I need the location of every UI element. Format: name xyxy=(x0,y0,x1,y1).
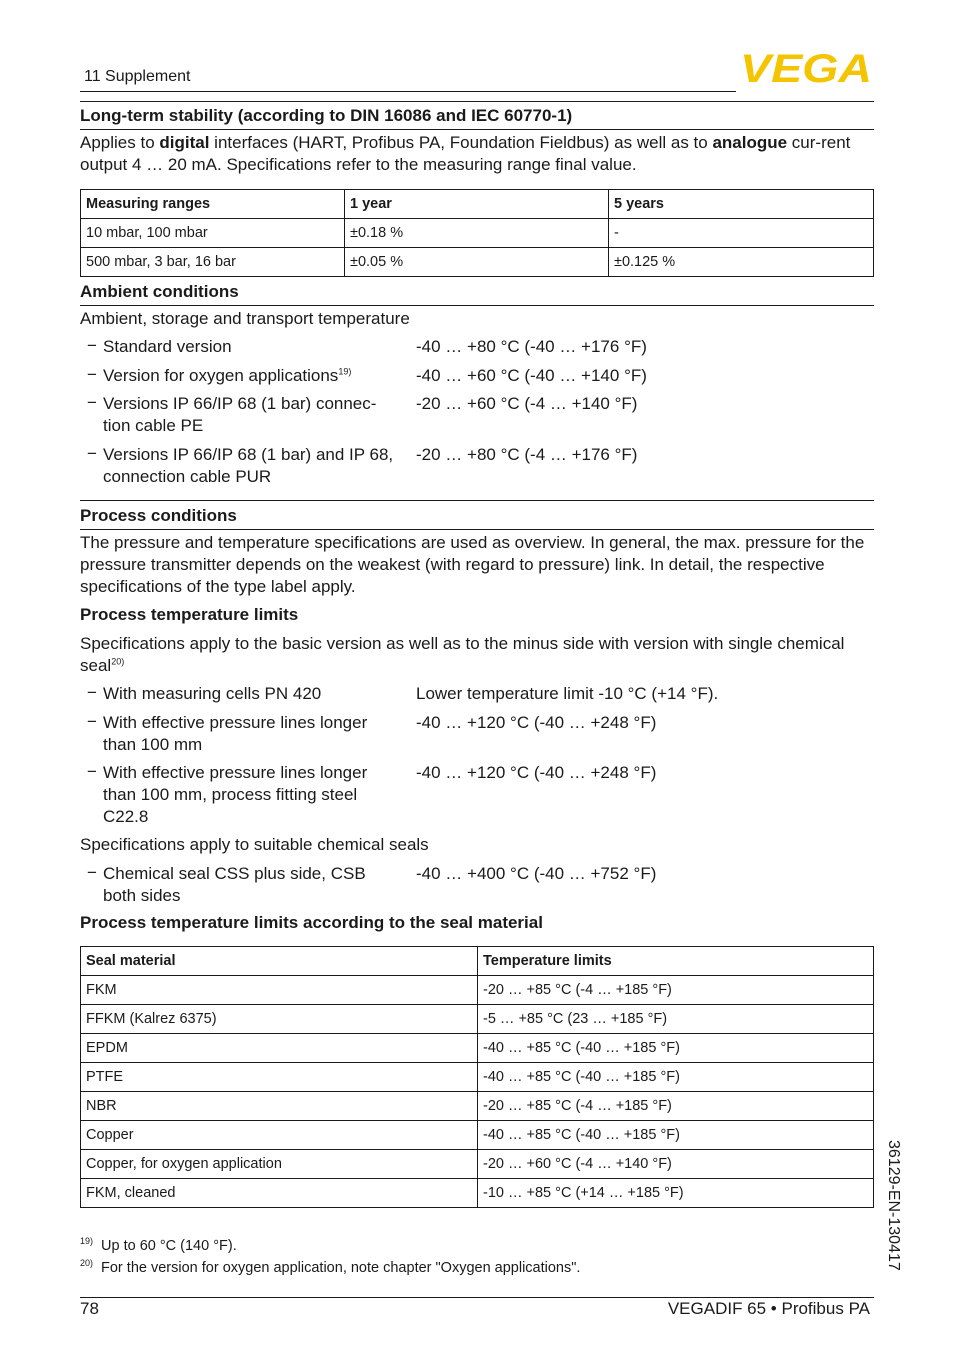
table-row xyxy=(81,1034,874,1063)
process-item-value: Lower temperature limit -10 °C (+14 °F). xyxy=(416,684,719,703)
ambient-item-label: Standard version xyxy=(103,337,232,356)
table-row xyxy=(81,1005,874,1034)
header-divider xyxy=(80,91,736,92)
table-cell: -20 … +85 °C (-4 … +185 °F) xyxy=(478,1092,874,1121)
seal-item-label: Chemical seal CSS plus side, CSB both sides xyxy=(103,864,366,905)
list-dash: − xyxy=(87,712,97,731)
list-dash: − xyxy=(87,762,97,781)
table-cell: -20 … +60 °C (-4 … +140 °F) xyxy=(478,1150,874,1179)
footnote: $^{20)}$ For the version for oxygen application, note chapter "Oxygen applications". xyxy=(80,1258,581,1276)
col-header: 5 years xyxy=(609,190,874,219)
process-item-label: With effective pressure lines longer than 100 mm, process fitting steel C22.8 xyxy=(103,763,368,826)
table-row xyxy=(81,1150,874,1179)
ambient-item-value: -40 … +60 °C (-40 … +140 °F) xyxy=(416,366,647,385)
logo-text: VEGA xyxy=(740,52,872,84)
table-cell: FKM, cleaned xyxy=(81,1179,478,1208)
divider xyxy=(80,129,874,130)
footnote-ref: 19) xyxy=(338,366,352,377)
list-dash: − xyxy=(87,365,97,384)
list-dash: − xyxy=(87,683,97,702)
list-dash: − xyxy=(87,863,97,882)
table-cell: -5 … +85 °C (23 … +185 °F) xyxy=(478,1005,874,1034)
table-cell: FFKM (Kalrez 6375) xyxy=(81,1005,478,1034)
list-dash: − xyxy=(87,336,97,355)
table-cell: - xyxy=(609,219,874,248)
table-row xyxy=(81,1121,874,1150)
table-cell: 500 mbar, 3 bar, 16 bar xyxy=(81,248,345,277)
table-cell: ±0.125 % xyxy=(609,248,874,277)
stability-title: Long-term stability (according to DIN 16086 and IEC 60770-1) xyxy=(80,106,573,125)
list-dash: − xyxy=(87,393,97,412)
table-cell: 10 mbar, 100 mbar xyxy=(81,219,345,248)
ambient-title: Ambient conditions xyxy=(80,282,239,301)
ambient-item-label: Versions IP 66/IP 68 (1 bar) connec- tion cable PE xyxy=(103,394,377,435)
list-dash: − xyxy=(87,444,97,463)
table-row xyxy=(81,1179,874,1208)
process-title: Process conditions xyxy=(80,506,237,525)
footnote: $^{19)}$ Up to 60 °C (140 °F). xyxy=(80,1236,237,1254)
process-temp-intro: Specifications apply to the basic version as well as to the minus side with version with single chemical seal$^{20)}$ xyxy=(80,634,845,675)
col-header: Temperature limits xyxy=(478,947,874,976)
table-cell: -40 … +85 °C (-40 … +185 °F) xyxy=(478,1121,874,1150)
section-title: 11 Supplement xyxy=(84,68,191,85)
ambient-item-label: Version for oxygen applications$^{19)}$ xyxy=(103,366,352,385)
table-cell: ±0.05 % xyxy=(345,248,609,277)
col-header: Seal material xyxy=(81,947,478,976)
divider xyxy=(80,305,874,306)
ambient-item-value: -20 … +60 °C (-4 … +140 °F) xyxy=(416,394,638,413)
process-intro: The pressure and temperature specifications are used as overview. In general, the max. pressure for the pressure transmitter depends on the weakest (with regard to pressure) link. In detail, the respective specifications of the type label apply. xyxy=(80,533,865,596)
table-row xyxy=(81,248,874,277)
table-cell: -20 … +85 °C (-4 … +185 °F) xyxy=(478,976,874,1005)
table-cell: FKM xyxy=(81,976,478,1005)
process-item-label: With measuring cells PN 420 xyxy=(103,684,322,703)
table-header-row xyxy=(81,947,874,976)
seal-item-value: -40 … +400 °C (-40 … +752 °F) xyxy=(416,864,657,883)
seals-intro: Specifications apply to suitable chemical seals xyxy=(80,835,429,854)
process-item-value: -40 … +120 °C (-40 … +248 °F) xyxy=(416,713,657,732)
table-cell: EPDM xyxy=(81,1034,478,1063)
table-cell: -40 … +85 °C (-40 … +185 °F) xyxy=(478,1063,874,1092)
document-id: 36129-EN-130417 xyxy=(885,1140,902,1271)
document-title: VEGADIF 65 • Profibus PA xyxy=(667,1299,870,1318)
ambient-subtitle: Ambient, storage and transport temperature xyxy=(80,309,410,328)
ambient-item-value: -20 … +80 °C (-4 … +176 °F) xyxy=(416,445,638,464)
table-cell: -10 … +85 °C (+14 … +185 °F) xyxy=(478,1179,874,1208)
table-row xyxy=(81,1092,874,1121)
seal-table xyxy=(80,946,874,1208)
table-row xyxy=(81,1063,874,1092)
divider xyxy=(80,500,874,501)
ambient-item-label: Versions IP 66/IP 68 (1 bar) and IP 68, connection cable PUR xyxy=(103,445,394,486)
stability-intro: Applies to digital interfaces (HART, Profibus PA, Foundation Fieldbus) as well as to analogue cur-rent output 4 … 20 mA. Specifications refer to the measuring range final value. xyxy=(80,133,851,174)
table-header-row xyxy=(81,190,874,219)
table-cell: Copper, for oxygen application xyxy=(81,1150,478,1179)
process-temp-title: Process temperature limits xyxy=(80,605,299,624)
divider xyxy=(80,101,874,102)
footnote-ref: 20) xyxy=(111,656,125,667)
page-number: 78 xyxy=(80,1299,99,1318)
process-item-value: -40 … +120 °C (-40 … +248 °F) xyxy=(416,763,657,782)
table-cell: Copper xyxy=(81,1121,478,1150)
footer-divider xyxy=(80,1297,874,1298)
col-header: 1 year xyxy=(345,190,609,219)
table-row xyxy=(81,219,874,248)
table-row xyxy=(81,976,874,1005)
vega-logo xyxy=(740,52,874,84)
table-cell: ±0.18 % xyxy=(345,219,609,248)
ambient-item-value: -40 … +80 °C (-40 … +176 °F) xyxy=(416,337,647,356)
divider xyxy=(80,529,874,530)
table-cell: -40 … +85 °C (-40 … +185 °F) xyxy=(478,1034,874,1063)
process-item-label: With effective pressure lines longer than 100 mm xyxy=(103,713,368,754)
stability-table xyxy=(80,189,874,277)
col-header: Measuring ranges xyxy=(81,190,345,219)
seal-table-title: Process temperature limits according to the seal material xyxy=(80,913,543,932)
table-cell: NBR xyxy=(81,1092,478,1121)
table-cell: PTFE xyxy=(81,1063,478,1092)
